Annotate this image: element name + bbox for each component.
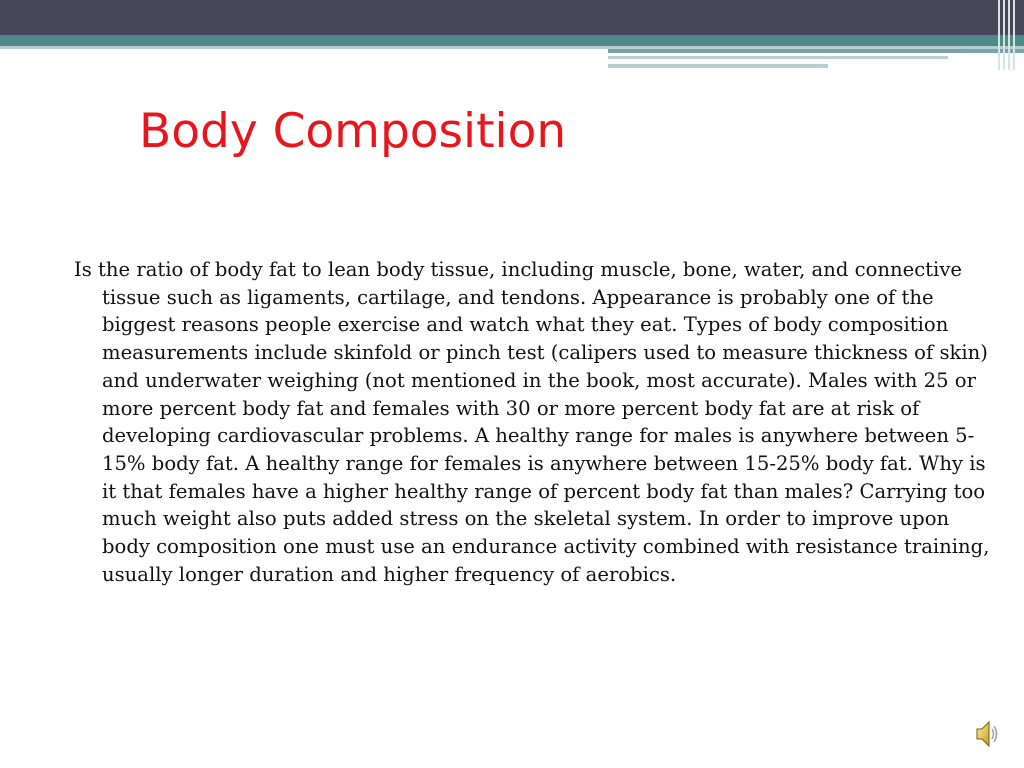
slide-body-text: Is the ratio of body fat to lean body tissue, including muscle, bone, water, and connective tissue such as ligaments, cartilage, and tendons. Appearance is probably one of the biggest reasons people exercise and watch what they eat. Types of body composition measurements include skinfold or pinch test (calipers used to measure thickness of skin) and underwater weighing (not mentioned in the book, most accurate). Males with 25 or more percent body fat and females with 30 or more percent body fat are at risk of developing cardiovascular problems. A healthy range for males is anywhere between 5-15% body fat. A healthy range for females is anywhere between 15-25% body fat. Why is it that females have a higher healthy range of percent body fat than males? Carrying too much weight also puts added stress on the skeletal system. In order to improve upon body composition one must use an endurance activity combined with resistance training, usually longer duration and higher frequency of aerobics. bbox=[74, 258, 990, 586]
speaker-icon[interactable] bbox=[975, 718, 999, 750]
header-stripe bbox=[608, 49, 1024, 53]
slide-title: Body Composition bbox=[139, 104, 567, 159]
header-stripe bbox=[608, 64, 828, 68]
header-vertical-lines bbox=[998, 0, 1016, 70]
header-accent-band bbox=[0, 35, 1024, 46]
header-stripe bbox=[608, 56, 948, 59]
header-bar bbox=[0, 0, 1024, 35]
